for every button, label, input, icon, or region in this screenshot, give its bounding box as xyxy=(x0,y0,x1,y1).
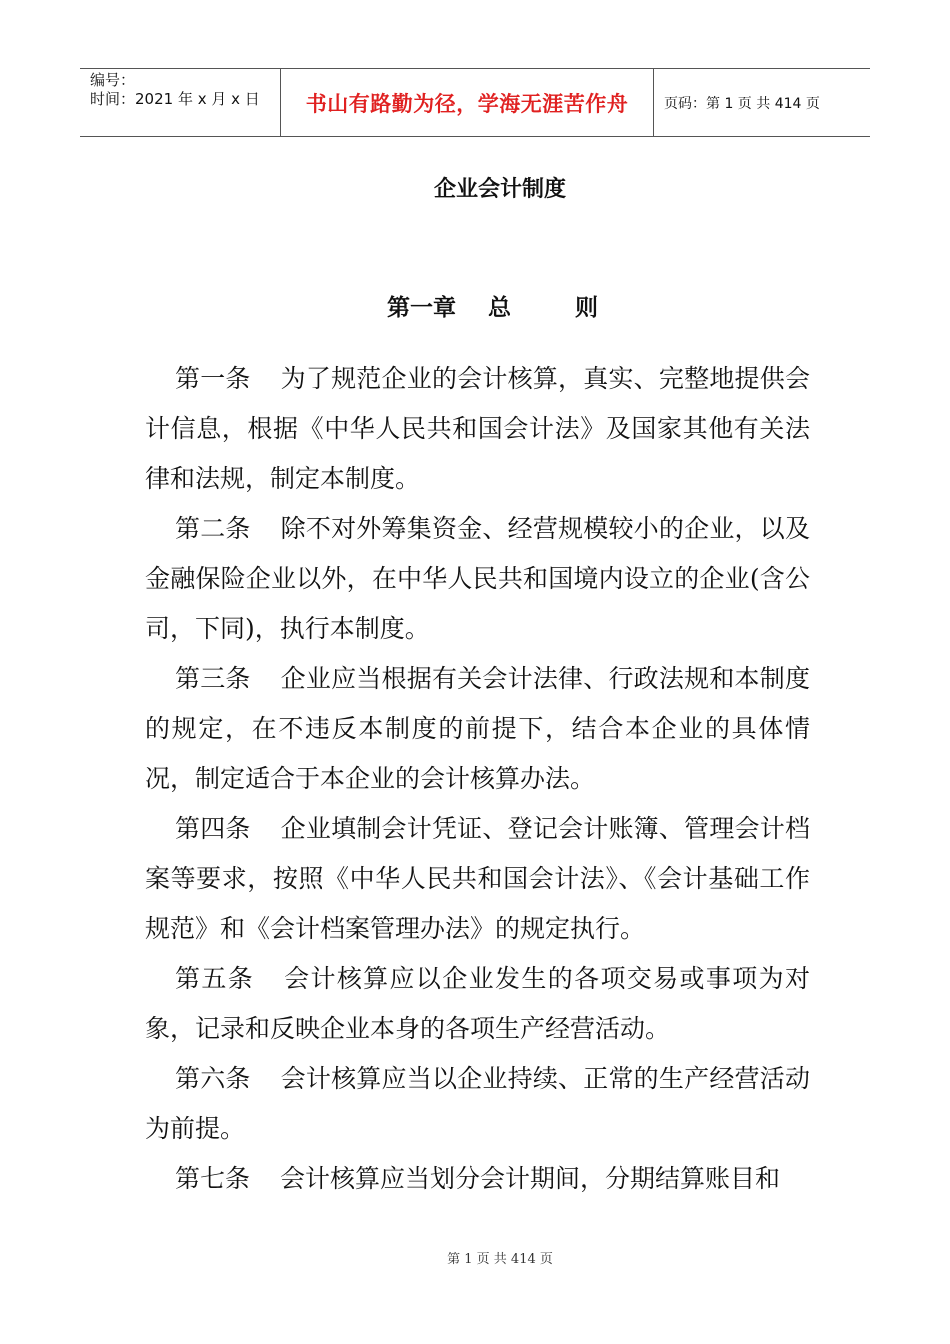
header-page-info: 页码：第 1 页 共 414 页 xyxy=(664,95,820,112)
chapter-heading: 第一章 总 则 xyxy=(386,295,599,321)
article-number: 第六条 xyxy=(175,1064,251,1093)
time-label: 时间：2021 年 x 月 x 日 xyxy=(90,90,260,108)
article-number: 第四条 xyxy=(175,814,251,843)
article-text: 会计核算应当以企业持续、正常的生产经营活动为前提。 xyxy=(145,1064,810,1143)
article-text: 为了规范企业的会计核算，真实、完整地提供会计信息，根据《中华人民共和国会计法》及国家其他有关法律和法规，制定本制度。 xyxy=(145,364,810,493)
header-motto: 书山有路勤为径，学海无涯苦作舟 xyxy=(281,69,654,136)
document-body xyxy=(145,354,810,1204)
article-3 xyxy=(145,654,810,804)
article-number: 第二条 xyxy=(175,514,251,543)
article-text: 除不对外筹集资金、经营规模较小的企业，以及金融保险企业以外，在中华人民共和国境内设立的企业(含公司，下同)，执行本制度。 xyxy=(145,514,810,643)
number-label: 编号： xyxy=(90,71,136,89)
article-6 xyxy=(145,1054,810,1154)
article-text: 企业应当根据有关会计法律、行政法规和本制度的规定，在不违反本制度的前提下，结合本企业的具体情况，制定适合于本企业的会计核算办法。 xyxy=(145,664,810,793)
article-number: 第七条 xyxy=(175,1164,251,1193)
article-text: 企业填制会计凭证、登记会计账簿、管理会计档案等要求，按照《中华人民共和国会计法》、《会计基础工作规范》和《会计档案管理办法》的规定执行。 xyxy=(145,814,810,943)
article-1 xyxy=(145,354,810,504)
article-number: 第一条 xyxy=(175,364,251,393)
article-2 xyxy=(145,504,810,654)
article-number: 第五条 xyxy=(175,964,255,993)
article-text: 会计核算应当划分会计期间，分期结算账目和 xyxy=(280,1164,781,1193)
document-title: 企业会计制度 xyxy=(433,177,566,202)
article-number: 第三条 xyxy=(175,664,251,693)
article-text: 会计核算应以企业发生的各项交易或事项为对象，记录和反映企业本身的各项生产经营活动。 xyxy=(145,964,810,1043)
article-4 xyxy=(145,804,810,954)
article-5 xyxy=(145,954,810,1054)
page-footer: 第 1 页 共 414 页 xyxy=(447,1252,553,1267)
header-meta xyxy=(80,69,281,136)
article-7 xyxy=(145,1154,810,1204)
page-header xyxy=(80,68,870,137)
